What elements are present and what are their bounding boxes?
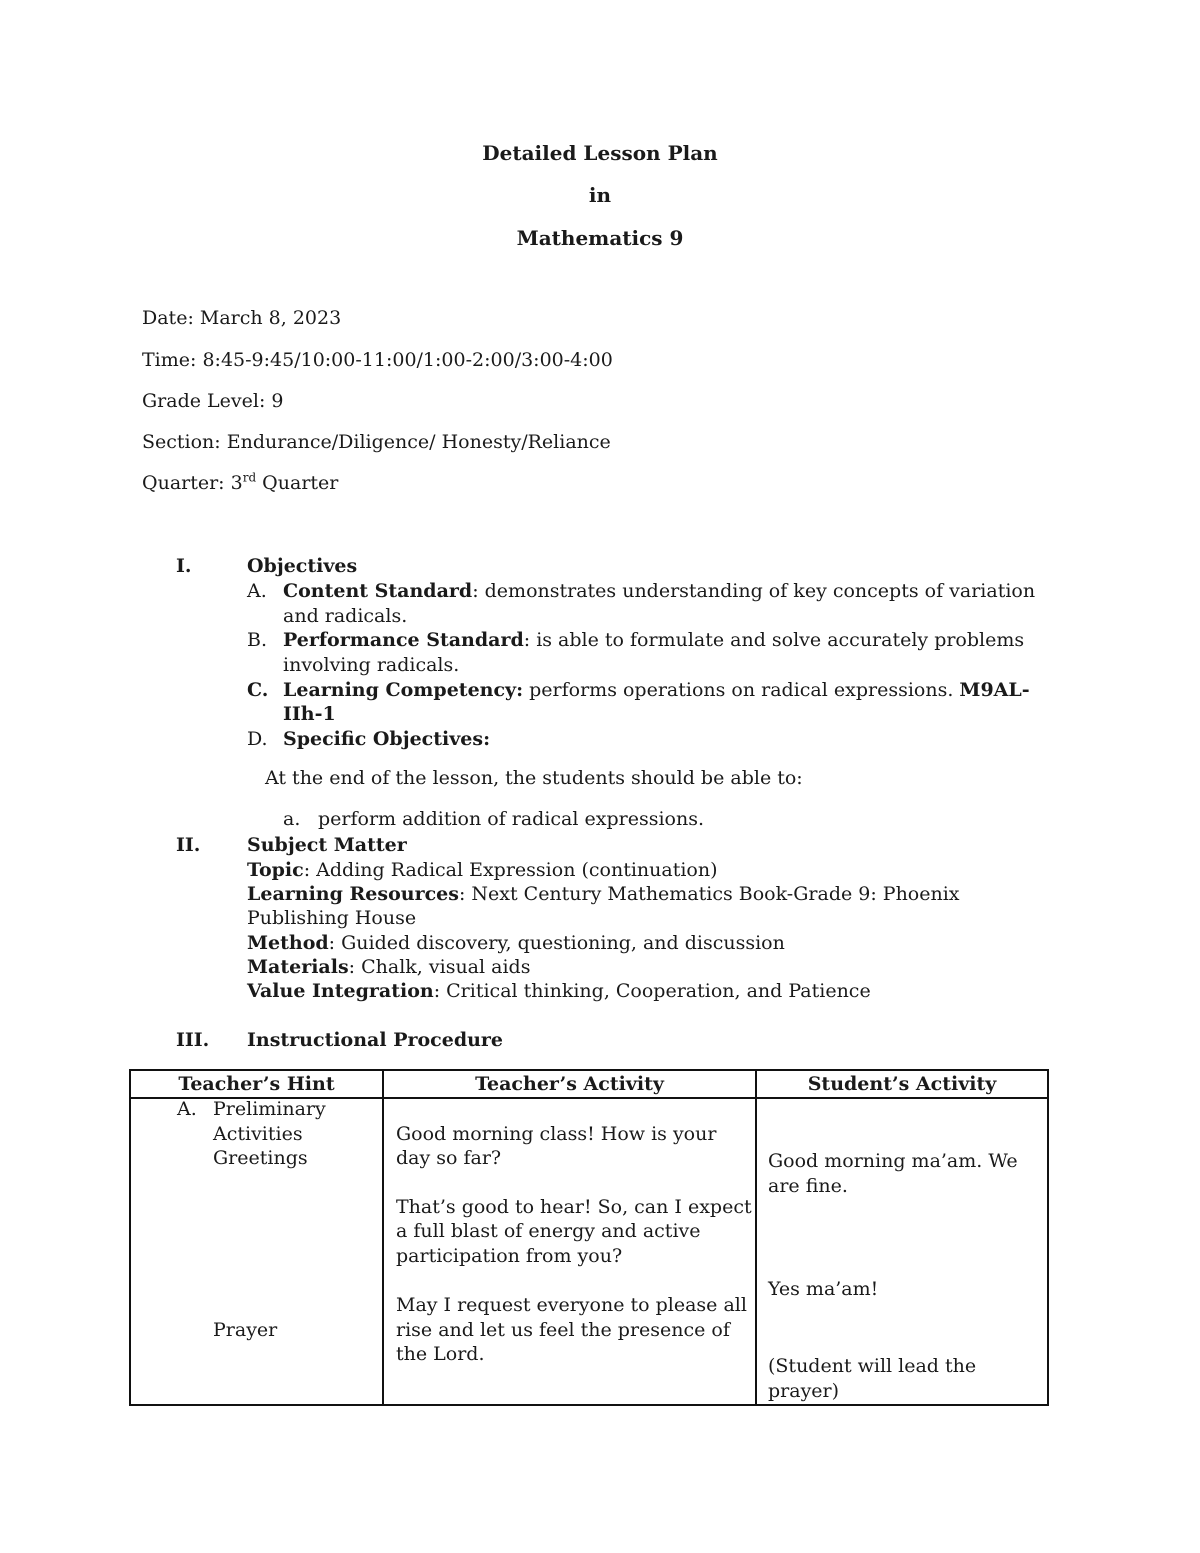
- performance-standard-label: Performance Standard: [283, 629, 524, 651]
- section-numeral-subject: II.: [176, 834, 201, 856]
- quarter-prefix: Quarter: 3: [142, 472, 243, 494]
- materials-line: [247, 956, 530, 978]
- objective-c-letter: C.: [247, 679, 269, 701]
- topic-line: [247, 859, 718, 881]
- values-label: Value Integration: [247, 980, 434, 1002]
- method-line: [247, 932, 785, 954]
- procedure-table: [129, 1069, 1049, 1406]
- method-text: : Guided discovery, questioning, and discussion: [328, 932, 785, 954]
- hint-letter: A.: [177, 1098, 197, 1120]
- resources-line: [247, 883, 960, 905]
- date-line: Date: March 8, 2023: [142, 307, 342, 329]
- document-title: Detailed Lesson Plan: [482, 141, 718, 165]
- performance-standard-cont: involving radicals.: [283, 654, 460, 676]
- performance-standard-text: : is able to formulate and solve accurately problems: [523, 629, 1025, 651]
- content-standard: [283, 580, 1035, 602]
- objectives-heading: Objectives: [247, 555, 358, 577]
- performance-standard: [283, 629, 1024, 651]
- section-numeral-objectives: I.: [176, 555, 192, 577]
- teacher-line: participation from you?: [396, 1245, 623, 1267]
- topic-text: : Adding Radical Expression (continuation): [303, 859, 718, 881]
- objective-a-letter: A.: [247, 580, 267, 602]
- specific-objectives-label: Specific Objectives:: [283, 728, 491, 750]
- teacher-line: rise and let us feel the presence of: [396, 1319, 730, 1341]
- content-standard-label: Content Standard: [283, 580, 473, 602]
- column-header-students-activity: Student’s Activity: [756, 1070, 1048, 1098]
- objectives-intro: At the end of the lesson, the students should be able to:: [265, 767, 803, 789]
- learning-competency-label: Learning Competency:: [283, 679, 524, 701]
- subject-matter-heading: Subject Matter: [247, 834, 407, 856]
- teacher-line: day so far?: [396, 1147, 502, 1169]
- student-line: (Student will lead the: [768, 1355, 977, 1377]
- hint-prayer: Prayer: [213, 1319, 278, 1341]
- teacher-line: Good morning class! How is your: [396, 1123, 717, 1145]
- learning-competency: [283, 679, 1030, 701]
- topic-label: Topic: [247, 859, 304, 881]
- students-activity-cell: [756, 1098, 1048, 1405]
- hint-line: Greetings: [213, 1147, 308, 1169]
- materials-text: : Chalk, visual aids: [348, 956, 531, 978]
- section-line: Section: Endurance/Diligence/ Honesty/Reliance: [142, 431, 611, 453]
- teachers-hint-cell: [130, 1098, 383, 1405]
- document-title-in: in: [588, 183, 612, 207]
- resources-line-cont: Publishing House: [247, 907, 417, 929]
- learning-competency-text: performs operations on radical expressions.: [523, 679, 960, 701]
- teachers-activity-cell: [383, 1098, 756, 1405]
- column-header-teachers-activity: Teacher’s Activity: [383, 1070, 756, 1098]
- teacher-line: That’s good to hear! So, can I expect: [396, 1196, 752, 1218]
- method-label: Method: [247, 932, 329, 954]
- hint-line: Preliminary: [213, 1098, 326, 1120]
- student-line: Good morning ma’am. We: [768, 1150, 1018, 1172]
- objective-d-letter: D.: [247, 728, 268, 750]
- values-line: [247, 980, 871, 1002]
- materials-label: Materials: [247, 956, 349, 978]
- teacher-line: the Lord.: [396, 1343, 485, 1365]
- values-text: : Critical thinking, Cooperation, and Patience: [433, 980, 871, 1002]
- teacher-line: a full blast of energy and active: [396, 1220, 701, 1242]
- time-line: Time: 8:45-9:45/10:00-11:00/1:00-2:00/3:00-4:00: [142, 349, 613, 371]
- table-header-row: [130, 1070, 1048, 1098]
- resources-label: Learning Resources: [247, 883, 459, 905]
- quarter-line: [142, 472, 338, 494]
- quarter-suffix: Quarter: [256, 472, 339, 494]
- document-subject: Mathematics 9: [516, 226, 684, 250]
- column-header-teachers-hint: Teacher’s Hint: [130, 1070, 383, 1098]
- section-numeral-procedure: III.: [176, 1029, 210, 1051]
- hint-line: Activities: [213, 1123, 303, 1145]
- content-standard-cont: and radicals.: [283, 605, 408, 627]
- competency-code-cont: IIh-1: [283, 703, 336, 725]
- content-standard-text: : demonstrates understanding of key concepts of variation: [472, 580, 1036, 602]
- procedure-heading: Instructional Procedure: [247, 1029, 504, 1051]
- objective-b-letter: B.: [247, 629, 268, 651]
- quarter-superscript: rd: [242, 470, 257, 485]
- grade-level-line: Grade Level: 9: [142, 390, 284, 412]
- resources-text: : Next Century Mathematics Book-Grade 9: Phoenix: [458, 883, 960, 905]
- student-line: Yes ma’am!: [768, 1278, 879, 1300]
- sub-objective-letter: a.: [283, 808, 301, 830]
- sub-objective-text: perform addition of radical expressions.: [318, 808, 704, 830]
- table-row: [130, 1098, 1048, 1405]
- student-line: are fine.: [768, 1175, 848, 1197]
- student-line: prayer): [768, 1380, 840, 1402]
- competency-code: M9AL-: [959, 679, 1030, 701]
- teacher-line: May I request everyone to please all: [396, 1294, 747, 1316]
